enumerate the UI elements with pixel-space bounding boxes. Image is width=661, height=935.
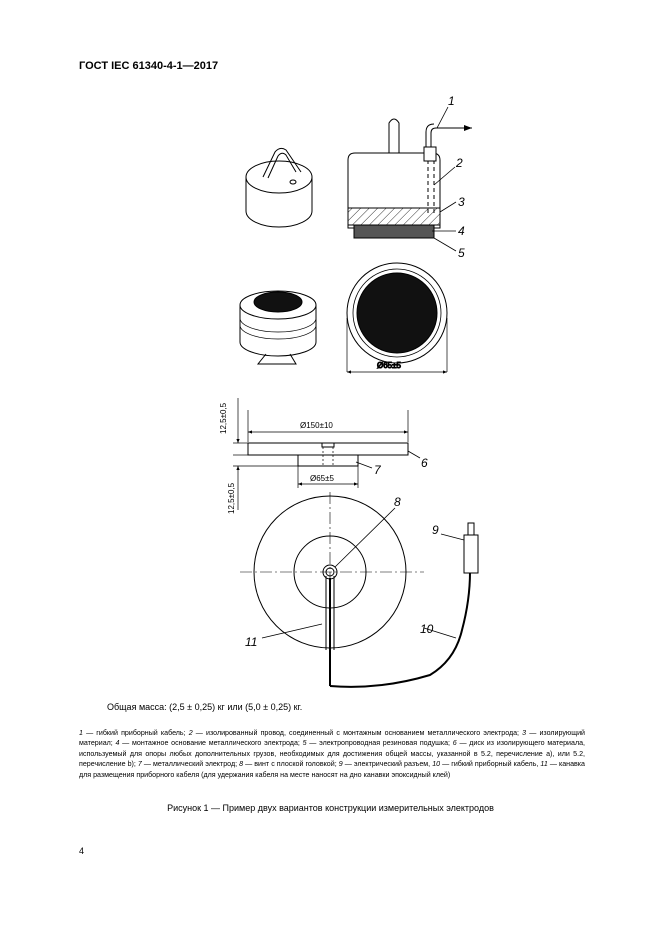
- legend-item-6: 6 — диск из изолирующего материала, используемый для опоры любых дополнительных грузов, необходимых для достижения общей массы, указанной в 5.2, перечисление a), или 5.2, перечисление b);: [79, 739, 586, 769]
- dim-d65-top: Ø65±5: [377, 361, 401, 370]
- label-8: 8: [394, 495, 401, 509]
- dim-height-upper: 12,5±0,5: [219, 402, 228, 434]
- label-3: 3: [458, 195, 465, 209]
- legend-item-10: 10 — гибкий приборный кабель,: [432, 760, 541, 769]
- document-header: ГОСТ IEC 61340-4-1—2017: [79, 60, 219, 72]
- dim-d65-bottom: Ø65±5: [310, 474, 334, 483]
- legend-item-8: 8 — винт с плоской головкой;: [239, 760, 339, 769]
- legend-item-2: 2 — изолированный провод, соединенный с монтажным основанием металлического электрода;: [188, 729, 523, 737]
- dim-d150: Ø150±10: [300, 421, 333, 430]
- section-labels: [432, 94, 465, 260]
- total-mass-note: Общая масса: (2,5 ± 0,25) кг или (5,0 ± 0,25) кг.: [107, 702, 303, 712]
- figure-caption: Рисунок 1 — Пример двух вариантов конструкции измерительных электродов: [167, 803, 494, 813]
- legend-item-3: 3 — изолирующий материал;: [79, 729, 585, 748]
- label-4: 4: [458, 224, 465, 238]
- dim-height-lower: 12,5±0,5: [227, 482, 236, 514]
- legend-item-1: 1 — гибкий приборный кабель;: [79, 729, 189, 737]
- electrode-top-view: [347, 263, 447, 372]
- legend-item-7: 7 — металлический электрод;: [137, 760, 240, 769]
- label-11: 11: [245, 635, 258, 649]
- electrode-with-handle-drawing: [246, 148, 312, 227]
- legend-item-5: 5 — электропроводная резиновая подушка;: [302, 739, 453, 748]
- figure-legend: [79, 728, 585, 780]
- label-1: 1: [448, 94, 455, 108]
- legend-item-9: 9 — электрический разъем,: [338, 760, 433, 769]
- electrode-section-drawing: [348, 119, 472, 238]
- page-number: 4: [79, 846, 85, 856]
- label-9: 9: [432, 523, 439, 537]
- label-2: 2: [456, 156, 463, 170]
- label-10: 10: [420, 622, 434, 636]
- label-6: 6: [421, 456, 428, 470]
- label-7: 7: [374, 463, 381, 477]
- legend-item-4: 4 — монтажное основание металлического электрода;: [115, 739, 303, 748]
- side-view-drawing: [233, 398, 420, 510]
- electrode-bottom-drawing: [240, 291, 316, 364]
- legend-item-11: 11 — канавка для размещения приборного кабеля (для удержания кабеля на месте наносят на дно канавки эпоксидный клей): [79, 760, 585, 779]
- plan-view-drawing: [240, 492, 478, 687]
- label-5: 5: [458, 246, 465, 260]
